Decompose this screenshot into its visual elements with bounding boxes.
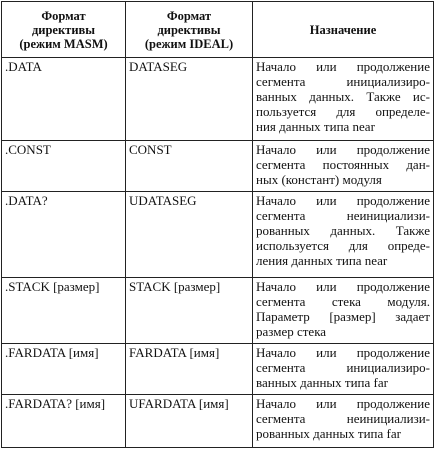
masm-cell: .FARDATA [имя] [2, 343, 126, 394]
masm-cell: .DATA [2, 58, 126, 141]
purpose-cell: Начало или продолжение сегмента постоянных дан- ных (констант) модуля [253, 141, 434, 192]
table-row [2, 192, 434, 277]
header-ideal: Формат директивы (режим IDEAL) [126, 2, 253, 58]
table-row [2, 394, 434, 447]
masm-cell: .STACK [размер] [2, 277, 126, 343]
masm-cell: .CONST [2, 141, 126, 192]
table-row [2, 141, 434, 192]
ideal-cell: FARDATA [имя] [126, 343, 253, 394]
purpose-cell: Начало или продолжение сегмента неинициализи- рованных данных. Также используется для опреде- ления данных типа near [253, 192, 434, 277]
ideal-cell: STACK [размер] [126, 277, 253, 343]
ideal-cell: CONST [126, 141, 253, 192]
purpose-cell: Начало или продолжение сегмента неинициализи- рованных данных типа far [253, 394, 434, 447]
table-row [2, 277, 434, 343]
directives-table [1, 1, 434, 448]
header-masm: Формат директивы (режим MASM) [2, 2, 126, 58]
purpose-cell: Начало или продолжение сегмента инициализиро- ванных данных. Также ис- пользуется для определе- ния данных типа near [253, 58, 434, 141]
ideal-cell: DATASEG [126, 58, 253, 141]
table-row [2, 343, 434, 394]
table-row [2, 58, 434, 141]
masm-cell: .FARDATA? [имя] [2, 394, 126, 447]
purpose-cell: Начало или продолжение сегмента стека модуля. Параметр [размер] задает размер стека [253, 277, 434, 343]
header-row [2, 2, 434, 58]
masm-cell: .DATA? [2, 192, 126, 277]
ideal-cell: UDATASEG [126, 192, 253, 277]
header-purpose: Назначение [253, 2, 434, 58]
purpose-cell: Начало или продолжение сегмента инициализиро- ванных данных типа far [253, 343, 434, 394]
ideal-cell: UFARDATA [имя] [126, 394, 253, 447]
